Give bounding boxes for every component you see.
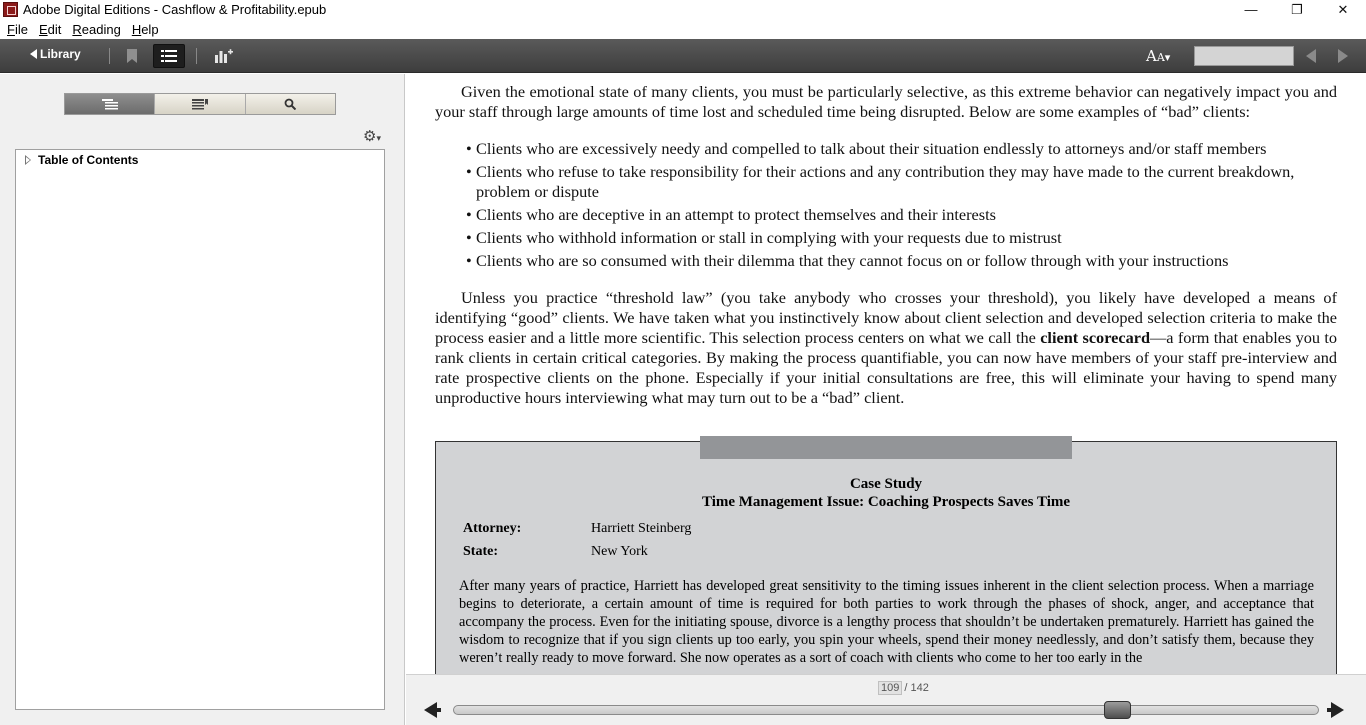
menu-edit[interactable]: Edit [38,21,62,37]
previous-page-arrow-icon[interactable] [424,702,437,718]
case-study-box [435,441,1337,674]
page-navigation-bar [406,674,1366,725]
close-button[interactable]: ✕ [1337,1,1349,17]
total-pages: / 142 [904,682,929,694]
reader-toolbar [0,39,1366,73]
list-item: • Clients who are deceptive in an attempt to protect themselves and their interests [466,205,1337,225]
minimize-button[interactable]: — [1244,2,1258,17]
window-title: Adobe Digital Editions - Cashflow & Profitability.epub [23,2,327,17]
book-page [435,82,1337,408]
list-item: • Clients who refuse to take responsibility for their actions and any contribution they may have made to the current breakdown, problem or dispute [466,162,1337,202]
dropdown-caret-icon: ▾ [1164,51,1171,64]
list-item: • Clients who withhold information or stall in complying with your requests due to mistrust [466,228,1337,248]
title-bar [0,0,1366,19]
menu-help[interactable]: Help [131,21,159,37]
state-row [463,544,648,560]
menu-file[interactable]: File [7,21,28,37]
toc-tab[interactable] [65,94,155,114]
paragraph: Unless you practice “threshold law” (you take anybody who crosses your threshold), you likely have developed a means of identifying “good” clients. We have taken what you instinctively know about client selection and developed selection criteria to make the process easier and a little more scientific. This selection process centers on what we call the client scorecard—a form that enables you to rank clients in certain critical categories. By making the process quantifiable, you can now have members of your staff pre-interview and rate prospective clients on the phone. Especially if your initial consultations are free, this will eliminate your having to spend many unproductive hours interviewing what may turn out to be a “bad” client. [435,288,1338,407]
previous-page-icon[interactable] [1306,49,1316,63]
list-item: • Clients who are excessively needy and compelled to talk about their situation endlessly to attorneys and/or staff members [466,139,1337,159]
back-arrow-icon [30,49,37,59]
page-slider-thumb[interactable] [1104,701,1131,719]
state-value: New York [591,544,648,559]
window-controls [1228,0,1366,19]
restore-button[interactable]: ❐ [1291,1,1303,17]
toc-tree [15,149,385,710]
toolbar-divider [109,48,110,64]
current-page-field[interactable]: 109 [878,681,902,695]
search-icon [284,98,296,110]
toc-list-icon [161,50,177,62]
adobe-digital-editions-icon [3,2,18,17]
search-field[interactable] [1194,46,1294,66]
reading-stats-button[interactable] [208,44,240,68]
state-label: State: [463,544,498,559]
gear-icon[interactable]: ⚙▾ [363,128,381,145]
case-study-body: After many years of practice, Harriett has developed great sensitivity to the timing issues inherent in the client selection process. When a marriage begins to deteriorate, a certain amount of time is required for both parties to work through the phases of shock, anger, and acceptance that accompany the process. Even for the initiating spouse, divorce is a lengthy process that shouldn’t be undertaken prematurely. Harriett has gained the wisdom to recognize that if you sign clients up too early, you spin your wheels, spend their money needlessly, and don’t satisfy them, because they weren’t really ready to move forward. She now operates as a sort of coach with clients who come to her too early in the [459,578,1314,666]
attorney-value: Harriett Steinberg [591,521,692,536]
menu-bar [0,19,1366,39]
search-tab[interactable] [246,94,335,114]
toc-item[interactable] [25,153,138,167]
panel-tabs [64,93,336,115]
case-study-heading: Case Study [849,476,923,492]
toc-list-icon [102,99,118,110]
toc-toggle-button[interactable] [153,44,185,68]
case-study-tab [700,436,1072,459]
font-size-button[interactable]: AA▾ [1146,47,1171,65]
toolbar-divider [196,48,197,64]
expand-triangle-icon[interactable] [25,155,31,165]
bookmarks-tab[interactable] [155,94,245,114]
bookmark-icon [126,49,138,63]
library-label: Library [40,47,81,61]
toc-item-label: Table of Contents [38,153,139,167]
attorney-label: Attorney: [463,521,522,536]
bold-term: client scorecard [1040,328,1150,347]
case-study-title [436,475,1336,511]
bookmark-list-icon [192,99,208,110]
paragraph: Given the emotional state of many clients, you must be particularly selective, as this extreme behavior can negatively impact you and your staff through large amounts of time lost and scheduled time being disrupted. Below are some examples of “bad” clients: [435,82,1337,121]
menu-reading[interactable]: Reading [72,21,121,37]
list-item: • Clients who are so consumed with their dilemma that they cannot focus on or follow through with your instructions [466,251,1337,271]
case-study-subtitle: Time Management Issue: Coaching Prospects Saves Time [701,494,1071,510]
page-counter [878,681,929,695]
bookmark-button[interactable] [116,44,148,68]
next-page-icon[interactable] [1338,49,1348,63]
next-page-arrow-icon[interactable] [1331,702,1344,718]
attorney-row [463,521,691,537]
bullet-list [466,139,1337,271]
navigation-panel [0,74,405,725]
library-button[interactable] [30,47,81,61]
chart-add-icon [215,49,233,63]
reading-pane [406,74,1366,674]
page-slider[interactable] [453,705,1319,715]
